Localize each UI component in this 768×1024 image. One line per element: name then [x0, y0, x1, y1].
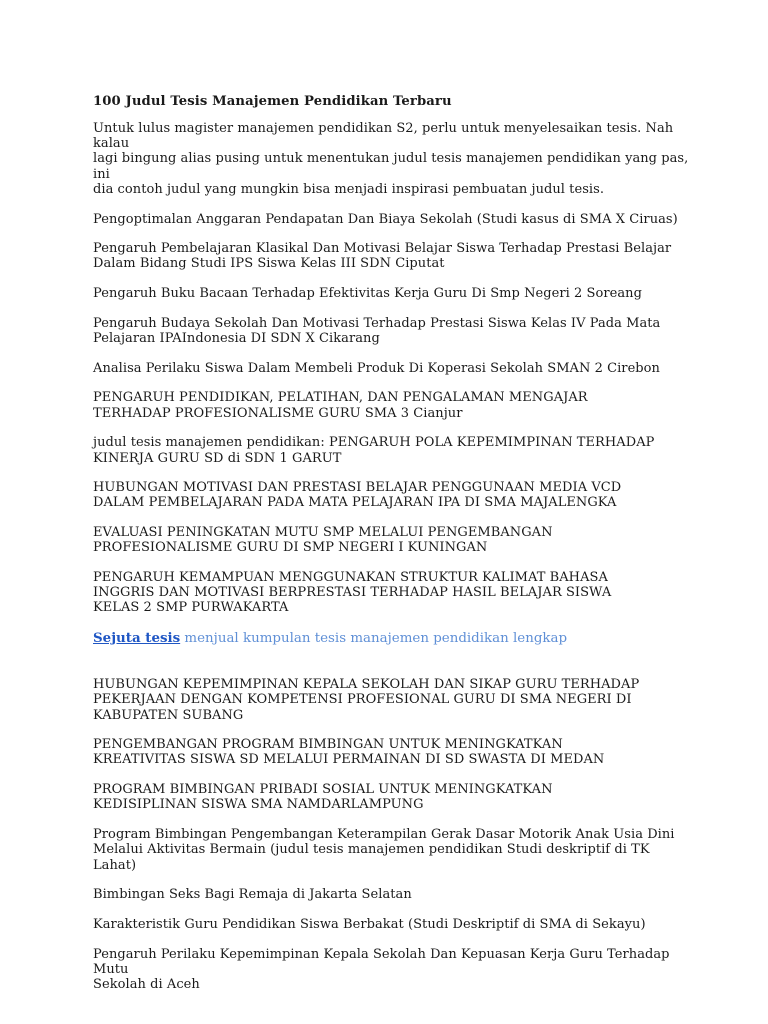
thesis-title-item: PROGRAM BIMBINGAN PRIBADI SOSIAL UNTUK MENINGKATKAN KEDISIPLINAN SISWA SMA NAMDARLAMPUNG	[93, 782, 553, 813]
thesis-title-item: Pengaruh Pembelajaran Klasikal Dan Motivasi Belajar Siswa Terhadap Prestasi Belajar Dalam Bidang Studi IPS Siswa Kelas III SDN Ciputat	[93, 241, 672, 272]
document-title: 100 Judul Tesis Manajemen Pendidikan Terbaru	[93, 94, 452, 109]
thesis-title-item: Analisa Perilaku Siswa Dalam Membeli Produk Di Koperasi Sekolah SMAN 2 Cirebon	[93, 360, 660, 376]
document-page	[93, 94, 693, 1007]
promo-line	[93, 630, 693, 647]
thesis-title-item: Pengaruh Buku Bacaan Terhadap Efektivitas Kerja Guru Di Smp Negeri 2 Soreang	[93, 286, 642, 302]
thesis-title-item: Karakteristik Guru Pendidikan Siswa Berbakat (Studi Deskriptif di SMA di Sekayu)	[93, 916, 646, 932]
thesis-title-item: PENGEMBANGAN PROGRAM BIMBINGAN UNTUK MENINGKATKAN KREATIVITAS SISWA SD MELALUI PERMAINAN DI SD SWASTA DI MEDAN	[93, 737, 605, 768]
promo-text: menjual kumpulan tesis manajemen pendidikan lengkap	[180, 631, 568, 647]
thesis-title-item: Pengoptimalan Anggaran Pendapatan Dan Biaya Sekolah (Studi kasus di SMA X Ciruas)	[93, 211, 678, 227]
intro-paragraph: Untuk lulus magister manajemen pendidikan S2, perlu untuk menyelesaikan tesis. Nah kalau lagi bingung alias pusing untuk menentukan judul tesis manajemen pendidikan yang pas, ini dia contoh judul yang mungkin bisa menjadi inspirasi pembuatan judul tesis.	[93, 121, 689, 197]
thesis-title-item: Pengaruh Budaya Sekolah Dan Motivasi Terhadap Prestasi Siswa Kelas IV Pada Mata Pelajaran IPAIndonesia DI SDN X Cikarang	[93, 315, 661, 347]
promo-link[interactable]: Sejuta tesis	[93, 630, 181, 647]
thesis-title-item: PENGARUH KEMAMPUAN MENGGUNAKAN STRUKTUR KALIMAT BAHASA INGGRIS DAN MOTIVASI BERPRESTASI TERHADAP HASIL BELAJAR SISWA KELAS 2 SMP PURWAKARTA	[93, 570, 612, 616]
thesis-title-item: EVALUASI PENINGKATAN MUTU SMP MELALUI PENGEMBANGAN PROFESIONALISME GURU DI SMP NEGERI I KUNINGAN	[93, 525, 553, 556]
thesis-title-item: judul tesis manajemen pendidikan: PENGARUH POLA KEPEMIMPINAN TERHADAP KINERJA GURU SD di SDN 1 GARUT	[93, 435, 655, 466]
thesis-title-item: PENGARUH PENDIDIKAN, PELATIHAN, DAN PENGALAMAN MENGAJAR TERHADAP PROFESIONALISME GURU SMA 3 Cianjur	[93, 390, 588, 421]
thesis-title-item: HUBUNGAN KEPEMIMPINAN KEPALA SEKOLAH DAN SIKAP GURU TERHADAP PEKERJAAN DENGAN KOMPETENSI PROFESIONAL GURU DI SMA NEGERI DI KABUPATEN SUBANG	[93, 677, 640, 723]
thesis-title-item: Program Bimbingan Pengembangan Keterampilan Gerak Dasar Motorik Anak Usia Dini Melalui Aktivitas Bermain (judul tesis manajemen pendidikan Studi deskriptif di TK Lahat)	[93, 827, 675, 873]
thesis-title-item: HUBUNGAN MOTIVASI DAN PRESTASI BELAJAR PENGGUNAAN MEDIA VCD DALAM PEMBELAJARAN PADA MATA PELAJARAN IPA DI SMA MAJALENGKA	[93, 480, 622, 511]
thesis-title-item: Pengaruh Perilaku Kepemimpinan Kepala Sekolah Dan Kepuasan Kerja Guru Terhadap Mutu Sekolah di Aceh	[93, 946, 670, 993]
thesis-title-item: Bimbingan Seks Bagi Remaja di Jakarta Selatan	[93, 887, 412, 903]
